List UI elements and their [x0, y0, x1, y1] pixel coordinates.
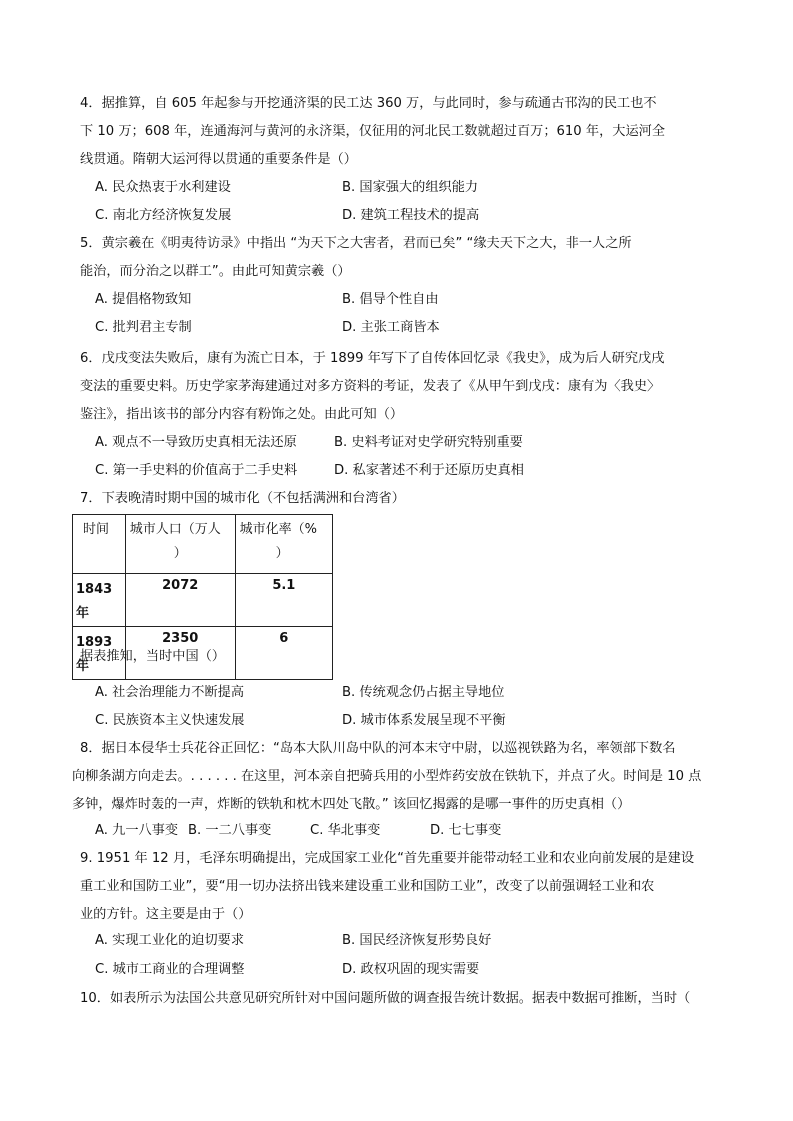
table-cell-year: 1893 年 — [73, 627, 126, 680]
question-5-line-1: 5．黄宗羲在《明夷待访录》中指出 “为天下之大害者，君而已矣” “缘夫天下之大，非一人之所 — [80, 236, 632, 251]
table-cell-population: 2350 — [125, 627, 235, 680]
question-5-option-d[interactable]: D. 主张工商皆本 — [342, 320, 440, 335]
table-cell-year: 1843 年 — [73, 574, 126, 627]
question-5-option-a[interactable]: A. 提倡格物致知 — [95, 292, 192, 307]
question-8-option-b[interactable]: B. 一二八事变 — [188, 823, 272, 838]
question-9-option-d[interactable]: D. 政权巩固的现实需要 — [342, 962, 480, 977]
question-8-option-d[interactable]: D. 七七事变 — [430, 823, 502, 838]
question-9-line-3: 业的方针。这主要是由于（） — [80, 907, 252, 922]
question-6-line-1: 6．戊戌变法失败后，康有为流亡日本，于 1899 年写下了自传体回忆录《我史》，成为后人研究戊戌 — [80, 351, 665, 366]
question-7-option-c[interactable]: C. 民族资本主义快速发展 — [95, 713, 245, 728]
question-8-line-1: 8．据日本侵华士兵花谷正回忆：“岛本大队川岛中队的河本末守中尉，以巡视铁路为名，率领部下数名 — [80, 741, 676, 756]
question-8-option-c[interactable]: C. 华北事变 — [310, 823, 381, 838]
question-8-line-3: 多钟，爆炸时轰的一声，炸断的铁轨和枕木四处飞散。” 该回忆揭露的是哪一事件的历史真相（） — [72, 797, 631, 812]
question-9-option-a[interactable]: A. 实现工业化的迫切要求 — [95, 933, 245, 948]
question-9-line-1: 9. 1951 年 12 月，毛泽东明确提出，完成国家工业化“首先重要并能带动轻工业和农业向前发展的是建设 — [80, 851, 695, 866]
question-6-option-d[interactable]: D. 私家著述不利于还原历史真相 — [334, 463, 524, 478]
question-6-line-3: 鉴注》，指出该书的部分内容有粉饰之处。由此可知（） — [80, 407, 404, 422]
question-7-option-d[interactable]: D. 城市体系发展呈现不平衡 — [342, 713, 506, 728]
question-7-title: 7．下表晚清时期中国的城市化（不包括满洲和台湾省） — [80, 491, 405, 506]
table-header-population: 城市人口（万人 ） — [125, 515, 235, 574]
question-9-option-b[interactable]: B. 国民经济恢复形势良好 — [342, 933, 492, 948]
table-header-row — [73, 515, 333, 574]
question-6-option-c[interactable]: C. 第一手史料的价值高于二手史料 — [95, 463, 298, 478]
question-8-option-a[interactable]: A. 九一八事变 — [95, 823, 179, 838]
question-7-stem: 据表推知，当时中国（） — [80, 649, 226, 664]
table-row — [73, 574, 333, 627]
table-cell-rate: 5.1 — [235, 574, 332, 627]
question-5-option-c[interactable]: C. 批判君主专制 — [95, 320, 192, 335]
question-9-line-2: 重工业和国防工业”，要“用一切办法挤出钱来建设重工业和国防工业”，改变了以前强调轻工业和农 — [80, 879, 655, 894]
table-cell-population: 2072 — [125, 574, 235, 627]
table-header-time: 时间 — [73, 515, 126, 574]
question-4-option-b[interactable]: B. 国家强大的组织能力 — [342, 180, 479, 195]
question-4-option-c[interactable]: C. 南北方经济恢复发展 — [95, 208, 232, 223]
question-6-option-b[interactable]: B. 史料考证对史学研究特别重要 — [334, 435, 523, 450]
table-header-rate: 城市化率（% ） — [235, 515, 332, 574]
question-4-line-2: 下 10 万；608 年，连通海河与黄河的永济渠，仅征用的河北民工数就超过百万；610 年，大运河全 — [80, 124, 666, 139]
question-4-option-d[interactable]: D. 建筑工程技术的提高 — [342, 208, 480, 223]
question-9-option-c[interactable]: C. 城市工商业的合理调整 — [95, 962, 245, 977]
table-cell-rate: 6 — [235, 627, 332, 680]
question-4-line-1: 4．据推算，自 605 年起参与开挖通济渠的民工达 360 万，与此同时，参与疏通古邗沟的民工也不 — [80, 96, 657, 111]
question-6-option-a[interactable]: A. 观点不一导致历史真相无法还原 — [95, 435, 297, 450]
question-7-option-b[interactable]: B. 传统观念仍占据主导地位 — [342, 685, 505, 700]
question-5-line-2: 能治，而分治之以群工”。由此可知黄宗羲（） — [80, 264, 351, 279]
question-8-line-2: 向柳条湖方向走去。. . . . . . 在这里，河本亲自把骑兵用的小型炸药安放在铁轨下，并点了火。时间是 10 点 — [72, 769, 702, 784]
question-4-option-a[interactable]: A. 民众热衷于水利建设 — [95, 180, 231, 195]
question-6-line-2: 变法的重要史料。历史学家茅海建通过对多方资料的考证，发表了《从甲午到戊戌：康有为〈我史〉 — [80, 379, 661, 394]
question-4-line-3: 线贯通。隋朝大运河得以贯通的重要条件是（） — [80, 152, 357, 167]
question-7-option-a[interactable]: A. 社会治理能力不断提高 — [95, 685, 245, 700]
question-10-line-1: 10．如表所示为法国公共意见研究所针对中国问题所做的调查报告统计数据。据表中数据可推断，当时（ — [80, 991, 691, 1006]
question-5-option-b[interactable]: B. 倡导个性自由 — [342, 292, 439, 307]
